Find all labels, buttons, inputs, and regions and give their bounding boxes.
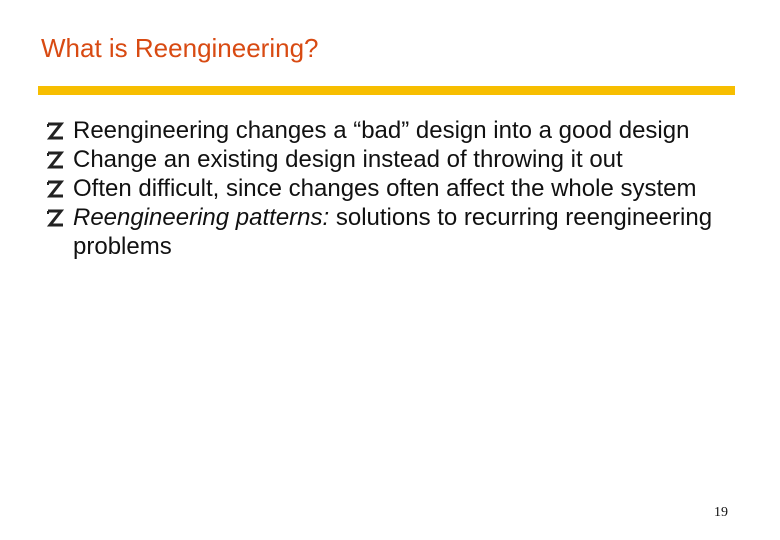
bullet-item [44, 116, 744, 145]
bullet-emphasis: Reengineering patterns: [73, 204, 330, 231]
bullet-list [44, 116, 744, 261]
page-number: 19 [714, 505, 728, 520]
z-bullet-icon [44, 116, 70, 145]
title-rule [38, 86, 735, 95]
z-bullet-icon [44, 174, 70, 203]
bullet-text: Often difficult, since changes often affect the whole system [73, 175, 697, 202]
z-bullet-icon [44, 203, 70, 232]
bullet-item [44, 203, 744, 261]
z-bullet-icon [44, 145, 70, 174]
bullet-text: Reengineering changes a “bad” design into a good design [73, 117, 690, 144]
bullet-text: solutions to recurring reengineering problems [73, 204, 713, 260]
title-rule-bar [38, 86, 735, 95]
bullet-text: Change an existing design instead of throwing it out [73, 146, 623, 173]
bullet-item [44, 145, 744, 174]
bullet-item [44, 174, 744, 203]
slide-title: What is Reengineering? [41, 33, 319, 63]
